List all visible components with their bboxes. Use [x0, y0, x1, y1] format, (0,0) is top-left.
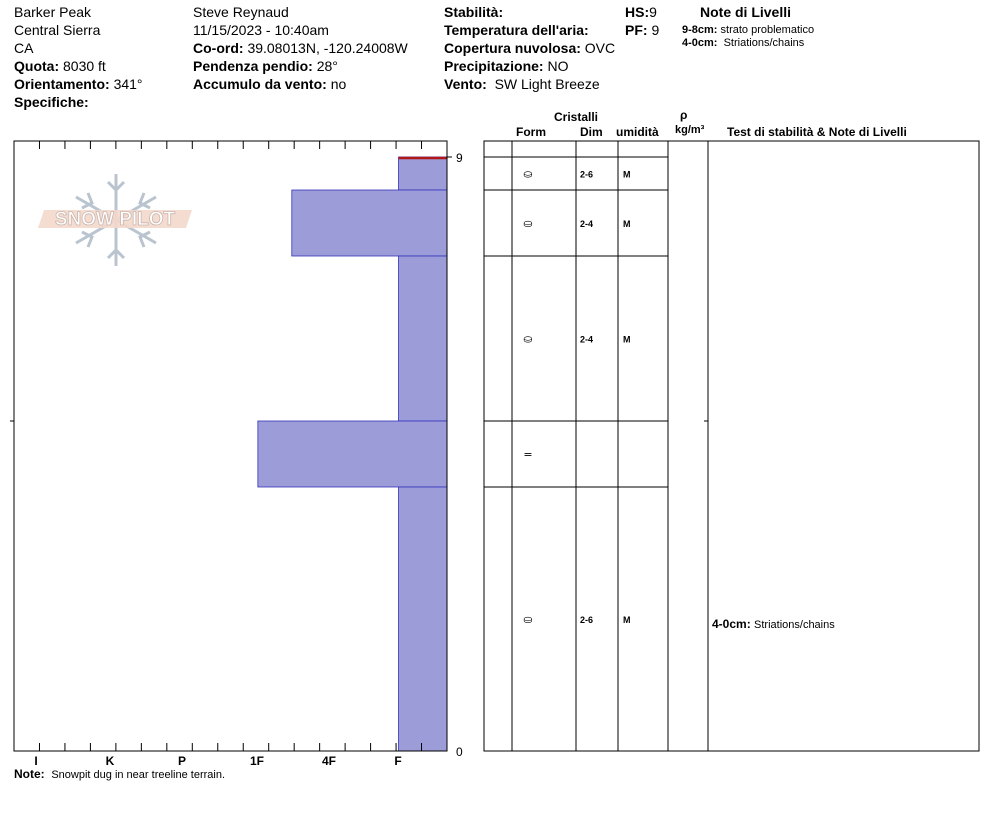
layer-moisture: M: [623, 334, 631, 345]
hardness-tick-label: I: [34, 754, 38, 768]
footer-note: [14, 767, 225, 781]
layer-test-note-text: Striations/chains: [754, 619, 835, 631]
wind-loading-label: Accumulo da vento:: [193, 76, 327, 92]
elevation-value: 8030 ft: [63, 58, 106, 74]
layer-size: 2-6: [580, 169, 594, 180]
pf-value: 9: [651, 22, 660, 38]
sky-value: OVC: [584, 40, 616, 56]
wind-value: SW Light Breeze: [494, 76, 600, 92]
hardness-bars: [258, 157, 447, 751]
layer-test-note-depth: 4-0cm:: [712, 617, 755, 631]
layer-form: ⛀: [523, 613, 533, 626]
layer-notes-title: Note di Livelli: [700, 4, 792, 20]
state: CA: [14, 40, 34, 56]
pf-label: PF:: [625, 22, 648, 38]
slope-value: 28°: [316, 58, 338, 74]
layer-size: 2-4: [580, 219, 594, 229]
form-header: Form: [516, 125, 546, 139]
hardness-bar: [399, 487, 448, 751]
layer-form: =: [523, 448, 533, 461]
hs-value: 9: [649, 4, 657, 20]
hs-label: HS:: [625, 4, 650, 20]
size-header: Dim: [580, 125, 603, 139]
y-tick-label: 9: [456, 151, 463, 165]
aspect-label: Orientamento:: [14, 76, 110, 92]
layer-moisture: M: [623, 615, 631, 625]
density-header: kg/m³: [675, 124, 705, 136]
moisture-header: umidità: [616, 125, 659, 139]
hardness-tick-label: 4F: [321, 754, 337, 768]
specifics-label: Specifiche:: [14, 94, 89, 110]
layer-moisture: M: [623, 169, 631, 180]
layer-note-depth: 4-0cm:: [682, 37, 718, 49]
wind-loading-value: no: [330, 76, 347, 92]
layer-note-text: Striations/chains: [723, 37, 805, 49]
layer-size: 2-6: [580, 615, 594, 625]
sky-label: Copertura nuvolosa:: [444, 40, 581, 56]
precip-label: Precipitazione:: [444, 58, 544, 74]
layer-size: 2-4: [580, 334, 594, 345]
layer-note-depth: 9-8cm:: [682, 24, 718, 36]
hardness-tick-label: F: [394, 754, 402, 768]
hardness-bar: [399, 157, 448, 190]
coord-value: 39.08013N, -120.24008W: [247, 40, 408, 56]
layer-table: [484, 141, 979, 751]
hardness-bar: [399, 256, 448, 421]
wind-label: Vento:: [444, 76, 487, 92]
layer-form: ⛀: [523, 332, 533, 346]
layer-test-note: [712, 617, 835, 631]
hardness-tick-labels: [34, 754, 401, 768]
crystals-header: Cristalli: [554, 110, 599, 124]
hardness-bar: [292, 190, 447, 256]
hardness-tick-label: K: [105, 754, 115, 768]
note-text: Snowpit dug in near treeline terrain.: [51, 769, 226, 781]
aspect-value: 341°: [113, 76, 143, 92]
air-temp-label: Temperatura dell'aria:: [444, 22, 589, 38]
stability-label: Stabilità:: [444, 4, 504, 20]
tests-header: Test di stabilità & Note di Livelli: [727, 125, 907, 139]
precip-value: NO: [547, 58, 569, 74]
datetime: 11/15/2023 - 10:40am: [193, 22, 329, 38]
y-tick-label: 0: [456, 745, 463, 759]
layer-moisture: M: [623, 219, 631, 229]
slope-label: Pendenza pendio:: [193, 58, 313, 74]
coord-label: Co-ord:: [193, 40, 244, 56]
logo-text: SNOW PILOT: [54, 209, 176, 230]
hardness-tick-label: P: [177, 754, 187, 768]
observer: Steve Reynaud: [193, 4, 289, 20]
layer-note-text: strato problematico: [720, 24, 815, 36]
rho-header: ρ: [680, 108, 688, 122]
hardness-bar: [258, 421, 447, 487]
range: Central Sierra: [14, 22, 101, 38]
hardness-tick-label: 1F: [249, 754, 265, 768]
location: Barker Peak: [14, 4, 92, 20]
table-border: [484, 141, 979, 751]
elevation-label: Quota:: [14, 58, 60, 74]
layer-form: ⛀: [523, 167, 533, 181]
layer-form: ⛀: [523, 217, 533, 230]
note-label: Note:: [14, 767, 45, 781]
